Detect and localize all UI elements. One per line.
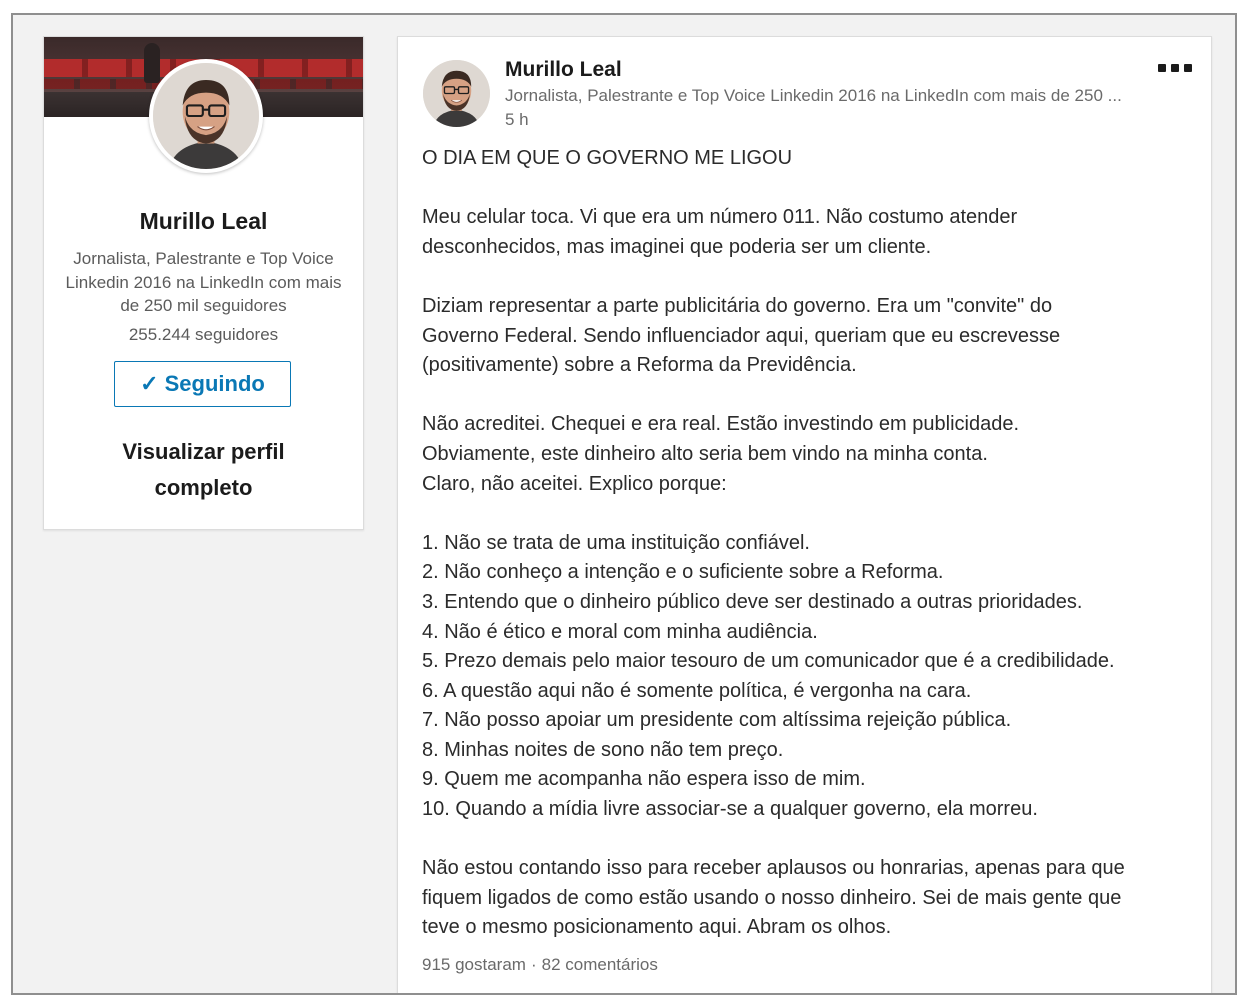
post-card [397,36,1212,995]
post-paragraph-line: Governo Federal. Sendo influenciador aqui, queriam que eu escrevesse [422,324,1061,347]
list-item: 8. Minhas noites de sono não tem preço. [422,738,784,761]
list-item: 6. A questão aqui não é somente política, é vergonha na cara. [422,679,972,702]
post-paragraph-line: Obviamente, este dinheiro alto seria bem vindo na minha conta. [422,442,988,465]
more-options-icon[interactable] [1158,64,1192,74]
list-item: 3. Entendo que o dinheiro público deve ser destinado a outras prioridades. [422,590,1083,613]
comments-count-link[interactable]: 82 comentários [541,955,658,974]
profile-card [43,36,364,530]
post-paragraph-line: (positivamente) sobre a Reforma da Previdência. [422,354,857,377]
post-paragraph-line: fiquem ligados de como estão usando o nosso dinheiro. Sei de mais gente que [422,886,1122,909]
post-author-avatar[interactable] [423,60,490,127]
screenshot-frame [11,13,1237,995]
likes-count-link[interactable]: 915 gostaram [422,955,526,974]
profile-name[interactable]: Murillo Leal [139,208,268,234]
author-photo-icon [423,60,490,127]
list-item: 5. Prezo demais pelo maior tesouro de um comunicador que é a credibilidade. [422,650,1115,673]
list-item: 7. Não posso apoiar um presidente com altíssima rejeição pública. [422,709,1012,732]
post-paragraph-line: Não estou contando isso para receber aplausos ou honrarias, apenas para que [422,857,1125,880]
reasons-list [422,529,1197,825]
check-icon: ✓ [140,371,159,396]
list-item: 2. Não conheço a intenção e o suficiente sobre a Reforma. [422,561,944,584]
post-author-headline: Jornalista, Palestrante e Top Voice Linkedin 2016 na LinkedIn com mais de 250 ... [505,86,1122,105]
list-item: 9. Quem me acompanha não espera isso de mim. [422,768,866,791]
post-paragraph-line: teve o mesmo posicionamento aqui. Abram os olhos. [422,916,892,939]
post-author-name[interactable]: Murillo Leal [505,58,622,81]
post-body [422,144,1197,943]
profile-avatar[interactable] [149,59,263,173]
profile-photo-icon [153,63,259,169]
profile-followers-count: 255.244 seguidores [128,325,279,344]
list-item: 1. Não se trata de uma instituição confiável. [422,531,810,554]
post-paragraph-line: Meu celular toca. Vi que era um número 011. Não costumo atender [422,206,1018,229]
post-title: O DIA EM QUE O GOVERNO ME LIGOU [422,147,793,169]
list-item: 4. Não é ético e moral com minha audiência. [422,620,818,643]
profile-headline: Jornalista, Palestrante e Top Voice Linkedin 2016 na LinkedIn com mais de 250 mil seguidores [65,249,342,315]
post-timestamp: 5 h [505,110,529,129]
post-paragraph-line: Claro, não aceitei. Explico porque: [422,472,727,495]
following-button[interactable] [114,361,291,407]
following-button-label: Seguindo [164,371,265,396]
post-stats [422,955,658,975]
list-item: 10. Quando a mídia livre associar-se a qualquer governo, ela morreu. [422,798,1038,821]
post-paragraph-line: Não acreditei. Chequei e era real. Estão investindo em publicidade. [422,413,1020,436]
post-paragraph-line: Diziam representar a parte publicitária do governo. Era um "convite" do [422,294,1053,317]
stats-separator: · [530,955,537,974]
view-full-profile-link[interactable]: Visualizar perfil completo [122,439,285,500]
post-paragraph-line: desconhecidos, mas imaginei que poderia ser um cliente. [422,235,932,258]
